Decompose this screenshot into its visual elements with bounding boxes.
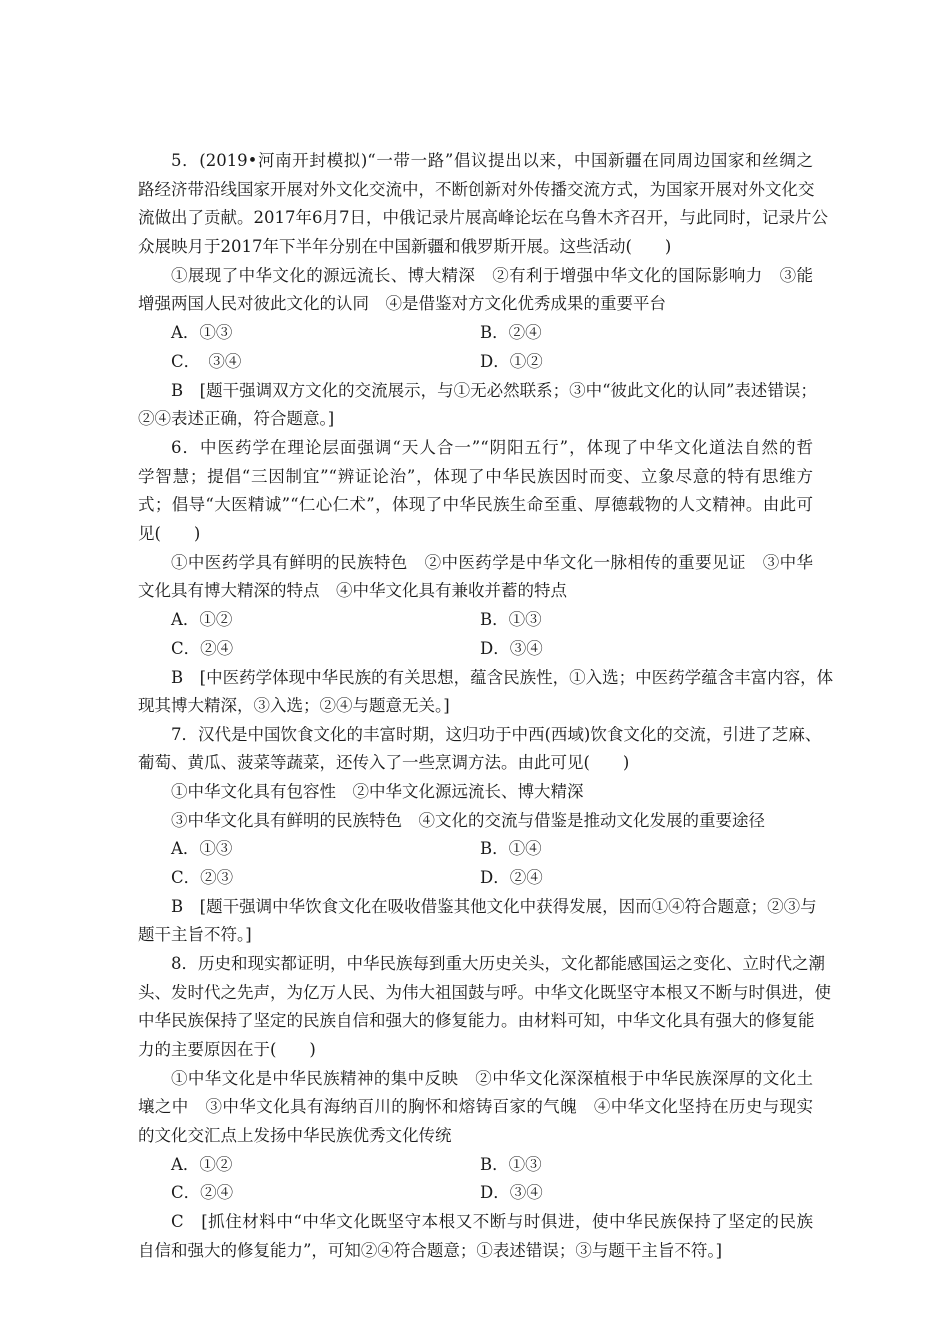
question-stem-line: 力的主要原因在于( ) <box>138 1040 316 1059</box>
option-d: D．③④ <box>480 639 543 658</box>
answer-line: 现其博大精深，③入选；②④与题意无关。] <box>138 696 450 715</box>
option-a: A．①② <box>171 1155 233 1174</box>
answer-line: B [题干强调中华饮食文化在吸收借鉴其他文化中获得发展，因而①④符合题意；②③与 <box>171 897 817 916</box>
answer-line: 自信和强大的修复能力”，可知②④符合题意；①表述错误；③与题干主旨不符。] <box>138 1241 723 1260</box>
question-stem-line: 学智慧；提倡“三因制宜”“辨证论治”，体现了中华民族因时而变、立象尽意的特有思维方 <box>138 467 813 486</box>
option-d: D．②④ <box>480 868 543 887</box>
statement-line: 增强两国人民对彼此文化的认同 ④是借鉴对方文化优秀成果的重要平台 <box>138 294 666 313</box>
statement-line: 壤之中 ③中华文化具有海纳百川的胸怀和熔铸百家的气魄 ④中华文化坚持在历史与现实 <box>138 1097 813 1116</box>
question-stem-line: 5．(2019•河南开封模拟)“一带一路”倡议提出以来，中国新疆在同周边国家和丝绸之 <box>171 151 813 170</box>
option-b: B．①④ <box>480 839 542 858</box>
option-a: A．①② <box>171 610 233 629</box>
statement-line: ①中医药学具有鲜明的民族特色 ②中医药学是中华文化一脉相传的重要见证 ③中华 <box>171 553 813 572</box>
option-c: C．②④ <box>171 1183 234 1202</box>
option-d: D．③④ <box>480 1183 543 1202</box>
option-c: C．②④ <box>171 639 234 658</box>
question-stem-line: 见( ) <box>138 524 201 543</box>
option-c: C． ③④ <box>171 352 242 371</box>
question-stem-line: 7．汉代是中国饮食文化的丰富时期，这归功于中西(西域)饮食文化的交流，引进了芝麻、 <box>171 725 822 744</box>
option-b: B．②④ <box>480 323 542 342</box>
option-a: A．①③ <box>171 839 233 858</box>
option-a: A．①③ <box>171 323 233 342</box>
statement-line: ①中华文化是中华民族精神的集中反映 ②中华文化深深植根于中华民族深厚的文化土 <box>171 1069 813 1088</box>
question-stem-line: 头、发时代之先声，为亿万人民、为伟大祖国鼓与呼。中华文化既坚守本根又不断与时俱进，使 <box>138 983 831 1002</box>
question-stem-line: 葡萄、黄瓜、菠菜等蔬菜，还传入了一些烹调方法。由此可见( ) <box>138 753 630 772</box>
question-stem-line: 6．中医药学在理论层面强调“天人合一”“阴阳五行”，体现了中华文化道法自然的哲 <box>171 438 813 457</box>
option-c: C．②③ <box>171 868 234 887</box>
option-b: B．①③ <box>480 610 542 629</box>
answer-line: B [中医药学体现中华民族的有关思想，蕴含民族性，①入选；中医药学蕴含丰富内容，体 <box>171 668 834 687</box>
answer-line: ②④表述正确，符合题意。] <box>138 409 335 428</box>
question-stem-line: 8．历史和现实都证明，中华民族每到重大历史关头，文化都能感国运之变化、立时代之潮 <box>171 954 825 973</box>
question-stem-line: 众展映月于2017年下半年分别在中国新疆和俄罗斯开展。这些活动( ) <box>138 237 672 256</box>
statement-line: 文化具有博大精深的特点 ④中华文化具有兼收并蓄的特点 <box>138 581 567 600</box>
statement-line: ③中华文化具有鲜明的民族特色 ④文化的交流与借鉴是推动文化发展的重要途径 <box>171 811 765 830</box>
question-stem-line: 式；倡导“大医精诚”“仁心仁术”，体现了中华民族生命至重、厚德载物的人文精神。由此可 <box>138 495 813 514</box>
answer-line: C [抓住材料中“中华文化既坚守本根又不断与时俱进，使中华民族保持了坚定的民族 <box>171 1212 813 1231</box>
option-b: B．①③ <box>480 1155 542 1174</box>
answer-line: 题干主旨不符。] <box>138 925 252 944</box>
option-d: D．①② <box>480 352 543 371</box>
statement-line: ①中华文化具有包容性 ②中华文化源远流长、博大精深 <box>171 782 584 801</box>
answer-line: B [题干强调双方文化的交流展示，与①无必然联系；③中“彼此文化的认同”表述错误； <box>171 381 817 400</box>
statement-line: 的文化交汇点上发扬中华民族优秀文化传统 <box>138 1126 452 1145</box>
question-stem-line: 流做出了贡献。2017年6月7日，中俄记录片展高峰论坛在乌鲁木齐召开，与此同时，记录片公 <box>138 208 828 227</box>
question-stem-line: 路经济带沿线国家开展对外文化交流中，不断创新对外传播交流方式，为国家开展对外文化交 <box>138 180 815 199</box>
question-stem-line: 中华民族保持了坚定的民族自信和强大的修复能力。由材料可知，中华文化具有强大的修复能 <box>138 1011 815 1030</box>
statement-line: ①展现了中华文化的源远流长、博大精深 ②有利于增强中华文化的国际影响力 ③能 <box>171 266 813 285</box>
